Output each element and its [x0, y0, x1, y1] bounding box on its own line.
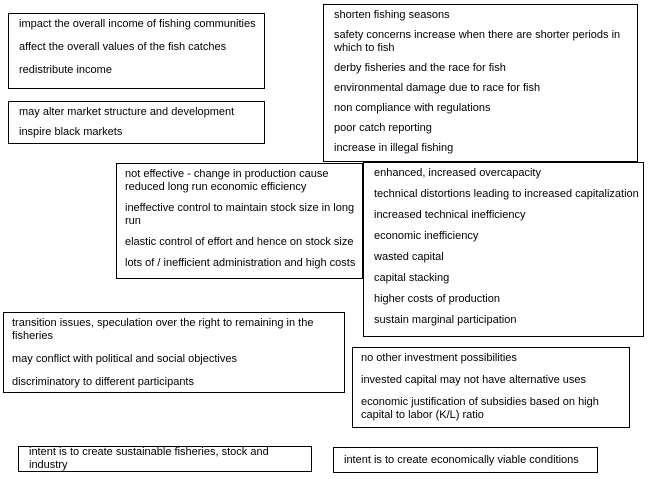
text-item: elastic control of effort and hence on stock size	[125, 236, 354, 248]
text-item: safety concerns increase when there are shorter periods in which to fish	[334, 29, 621, 54]
text-item: increased technical inefficiency	[374, 209, 526, 221]
box-capital-investment-issues	[352, 347, 630, 428]
box-fishing-season-effects	[323, 4, 638, 162]
box-overcapacity-effects	[363, 162, 644, 337]
text-item: invested capital may not have alternative uses	[361, 374, 587, 386]
text-item: no other investment possibilities	[361, 352, 517, 364]
box-income-effects	[8, 13, 265, 89]
text-item: discriminatory to different participants	[12, 376, 194, 388]
text-item: may conflict with political and social objectives	[12, 353, 237, 365]
text-item: impact the overall income of fishing communities	[19, 18, 256, 30]
text-item: derby fisheries and the race for fish	[334, 62, 506, 74]
text-item: increase in illegal fishing	[334, 142, 454, 154]
text-item: lots of / inefficient administration and high costs	[125, 257, 356, 269]
text-item: redistribute income	[19, 64, 112, 76]
box-market-effects	[8, 101, 265, 144]
text-item: intent is to create economically viable conditions	[344, 453, 579, 466]
text-item: technical distortions leading to increased capitalization	[374, 188, 639, 200]
text-item: affect the overall values of the fish catches	[19, 41, 227, 53]
box-regulation-effectiveness-issues	[116, 163, 363, 279]
text-item: shorten fishing seasons	[334, 9, 450, 21]
text-item: non compliance with regulations	[334, 102, 491, 114]
text-item: economic inefficiency	[374, 230, 479, 242]
text-item: capital stacking	[374, 272, 450, 284]
text-item: environmental damage due to race for fish	[334, 82, 541, 94]
text-item: inspire black markets	[19, 126, 123, 138]
box-intent-economic-viability	[333, 447, 598, 473]
text-item: enhanced, increased overcapacity	[374, 167, 541, 179]
text-item: higher costs of production	[374, 293, 500, 305]
text-item: may alter market structure and development	[19, 106, 235, 118]
box-transition-equity-issues	[3, 312, 345, 393]
text-item: poor catch reporting	[334, 122, 432, 134]
text-item: not effective - change in production cause reduced long run economic efficiency	[125, 168, 329, 193]
box-intent-sustainable-fisheries	[18, 446, 312, 472]
text-item: economic justification of subsidies based on high capital to labor (K/L) ratio	[361, 396, 599, 421]
text-item: sustain marginal participation	[374, 314, 517, 326]
text-item: transition issues, speculation over the right to remaining in the fisheries	[12, 317, 314, 342]
text-item: ineffective control to maintain stock size in long run	[125, 202, 355, 227]
text-item: intent is to create sustainable fisheries, stock and industry	[29, 446, 269, 471]
text-item: wasted capital	[374, 251, 444, 263]
